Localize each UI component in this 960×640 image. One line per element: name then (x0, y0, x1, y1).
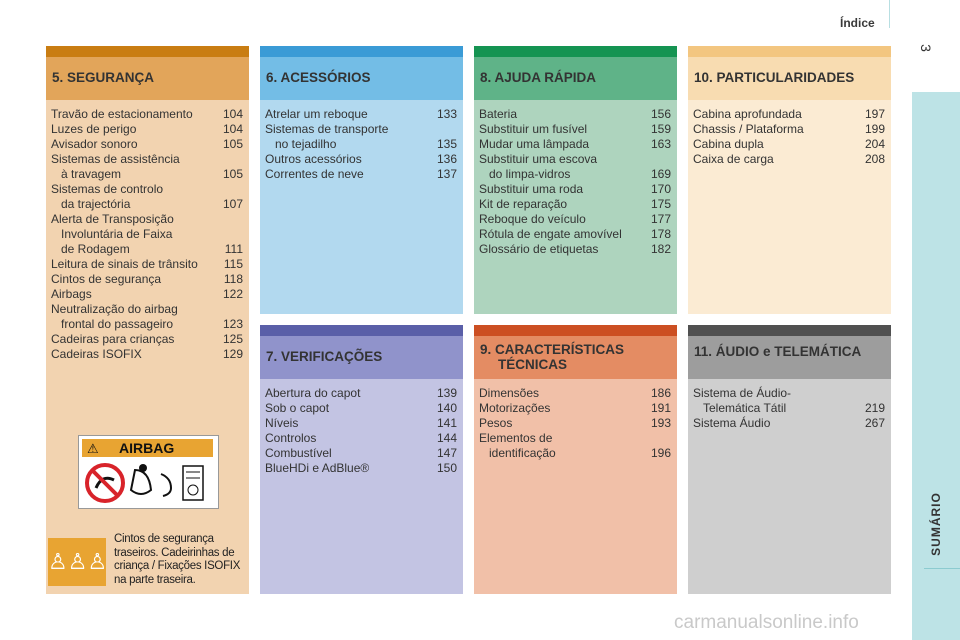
index-entry-label: Travão de estacionamento (51, 107, 193, 121)
index-entry-label: da trajectória (61, 197, 131, 211)
index-entry[interactable] (479, 431, 671, 446)
airbag-warning-label (78, 435, 219, 509)
index-entry-label: Cabina aprofundada (693, 107, 802, 121)
section-seguranca (46, 46, 249, 594)
index-entry-label: Mudar uma lâmpada (479, 137, 590, 151)
section-caracteristicas (474, 325, 677, 594)
index-entry[interactable] (693, 401, 885, 416)
seatbelt-note: Cintos de segurança traseiros. Cadeirinhas de criança / Fixações ISOFIX na parte traseira. (114, 533, 241, 586)
index-entry-label: Substituir uma escova (479, 152, 598, 166)
index-entry-page: 137 (436, 167, 457, 181)
section-acessorios-header (260, 57, 463, 100)
index-entry[interactable] (693, 152, 885, 167)
index-entry-label: Sistemas de controlo (51, 182, 164, 196)
section-seguranca-items (51, 107, 243, 362)
index-entry-label: Chassis / Plataforma (693, 122, 804, 136)
index-entry[interactable] (51, 167, 243, 182)
section-caracteristicas-title-line2: TÉCNICAS (498, 357, 568, 372)
index-entry[interactable] (51, 242, 243, 257)
index-entry-page: 177 (650, 212, 671, 226)
section-caracteristicas-bar (474, 325, 677, 336)
side-tab-label: SUMÁRIO (929, 492, 943, 556)
index-entry-page: 159 (650, 122, 671, 136)
index-entry-label: Glossário de etiquetas (479, 242, 599, 256)
index-entry-page: 219 (864, 401, 885, 415)
index-entry[interactable] (265, 431, 457, 446)
index-entry-label: Leitura de sinais de trânsito (51, 257, 198, 271)
section-audio-header (688, 336, 891, 379)
index-entry-page: 191 (650, 401, 671, 415)
index-entry[interactable] (265, 401, 457, 416)
index-entry[interactable] (265, 122, 457, 137)
index-entry[interactable] (51, 317, 243, 332)
index-entry-label: Motorizações (479, 401, 551, 415)
section-seguranca-title[interactable]: 5. SEGURANÇA (52, 70, 155, 85)
section-audio-title[interactable]: 11. ÁUDIO e TELEMÁTICA (694, 344, 862, 359)
index-entry[interactable] (51, 122, 243, 137)
index-entry[interactable] (479, 446, 671, 461)
index-entry[interactable] (693, 137, 885, 152)
index-entry[interactable] (693, 416, 885, 431)
index-entry-page: 123 (222, 317, 243, 331)
index-entry[interactable] (479, 122, 671, 137)
index-entry-page: 107 (222, 197, 243, 211)
index-entry-label: Kit de reparação (479, 197, 568, 211)
section-ajuda-title[interactable]: 8. AJUDA RÁPIDA (480, 70, 597, 85)
section-seguranca-header (46, 57, 249, 100)
index-entry-label: identificação (489, 446, 556, 460)
section-caracteristicas-body (474, 379, 677, 594)
index-entry-label: Substituir uma roda (479, 182, 584, 196)
index-entry-page: 115 (223, 257, 243, 271)
rear-seats-icon: ♙♙♙ (48, 538, 106, 586)
index-entry-label: no tejadilho (275, 137, 337, 151)
index-entry-page: 182 (650, 242, 671, 256)
index-entry-label: frontal do passageiro (61, 317, 174, 331)
index-entry[interactable] (479, 386, 671, 401)
index-entry-label: Correntes de neve (265, 167, 364, 181)
index-entry-page: 204 (864, 137, 885, 151)
section-verificacoes-items (265, 386, 457, 476)
index-entry-label: Telemática Tátil (703, 401, 787, 415)
index-entry-label: Elementos de (479, 431, 553, 445)
section-acessorios-bar (260, 46, 463, 57)
index-entry-label: Sistema de Áudio- (693, 386, 792, 400)
index-entry[interactable] (51, 272, 243, 287)
header-title: Índice (840, 16, 875, 30)
section-acessorios (260, 46, 463, 314)
index-entry[interactable] (479, 242, 671, 257)
index-entry-page: 105 (222, 167, 243, 181)
index-entry[interactable] (479, 167, 671, 182)
index-entry-page: 125 (222, 332, 243, 346)
index-entry-label: Sob o capot (265, 401, 330, 415)
section-acessorios-title[interactable]: 6. ACESSÓRIOS (266, 70, 371, 85)
index-entry[interactable] (265, 386, 457, 401)
index-entry-label: Controlos (265, 431, 317, 445)
section-ajuda-header (474, 57, 677, 100)
section-audio-items (693, 386, 885, 431)
index-entry[interactable] (51, 332, 243, 347)
section-ajuda-body (474, 100, 677, 314)
index-entry-label: Neutralização do airbag (51, 302, 178, 316)
index-entry-page: 196 (650, 446, 671, 460)
index-entry-page: 178 (650, 227, 671, 241)
index-entry[interactable] (51, 197, 243, 212)
index-entry-label: Rótula de engate amovível (479, 227, 622, 241)
index-entry-label: Abertura do capot (265, 386, 361, 400)
index-entry-label: Combustível (265, 446, 332, 460)
index-entry[interactable] (479, 182, 671, 197)
index-entry-label: Airbags (51, 287, 92, 301)
index-entry[interactable] (479, 197, 671, 212)
index-entry[interactable] (51, 287, 243, 302)
index-entry[interactable] (51, 107, 243, 122)
index-entry-label: BlueHDi e AdBlue® (265, 461, 370, 475)
index-entry-page: 170 (650, 182, 671, 196)
index-entry-page: 186 (650, 386, 671, 400)
index-entry[interactable] (51, 257, 243, 272)
index-entry-page: 147 (436, 446, 457, 460)
index-entry-label: Atrelar um reboque (265, 107, 368, 121)
index-entry-label: Alerta de Transposição (51, 212, 174, 226)
section-acessorios-body (260, 100, 463, 314)
index-entry-label: do limpa-vidros (489, 167, 571, 181)
index-entry[interactable] (693, 122, 885, 137)
index-entry-page: 122 (222, 287, 243, 301)
index-entry-label: Substituir um fusível (479, 122, 588, 136)
index-entry-page: 156 (650, 107, 671, 121)
index-entry[interactable] (479, 137, 671, 152)
index-entry-page: 199 (864, 122, 885, 136)
index-entry[interactable] (479, 152, 671, 167)
index-entry-page: 197 (864, 107, 885, 121)
index-entry-label: à travagem (61, 167, 122, 181)
index-entry-page: 104 (222, 122, 243, 136)
index-entry[interactable] (265, 416, 457, 431)
index-entry[interactable] (51, 212, 243, 227)
index-entry[interactable] (693, 386, 885, 401)
index-entry-page: 133 (436, 107, 457, 121)
index-entry[interactable] (265, 167, 457, 182)
index-entry-page: 150 (436, 461, 457, 475)
index-entry-label: Caixa de carga (693, 152, 774, 166)
section-ajuda-bar (474, 46, 677, 57)
index-entry-label: Níveis (265, 416, 299, 430)
index-entry-page: 136 (436, 152, 457, 166)
index-entry[interactable] (51, 152, 243, 167)
section-ajuda-items (479, 107, 671, 257)
index-entry-page: 144 (436, 431, 457, 445)
index-entry[interactable] (265, 152, 457, 167)
section-particularidades (688, 46, 891, 314)
section-verificacoes (260, 325, 463, 594)
index-entry-label: Dimensões (479, 386, 540, 400)
watermark: carmanualsonline.info (674, 612, 859, 633)
section-particularidades-header (688, 57, 891, 100)
airbag-warning-word: AIRBAG (119, 440, 175, 456)
section-caracteristicas-header (474, 336, 677, 379)
index-entry[interactable] (693, 107, 885, 122)
index-entry-page: 208 (864, 152, 885, 166)
index-entry[interactable] (51, 227, 243, 242)
index-entry[interactable] (265, 446, 457, 461)
section-audio-body (688, 379, 891, 594)
index-entry-label: Sistemas de transporte (265, 122, 389, 136)
index-entry-label: Sistema Áudio (693, 416, 771, 430)
index-entry-page: 163 (650, 137, 671, 151)
header-divider (889, 0, 890, 28)
index-entry-page: 175 (650, 197, 671, 211)
index-entry-label: Cabina dupla (693, 137, 764, 151)
index-entry-page: 111 (224, 242, 243, 256)
index-entry-page: 104 (222, 107, 243, 121)
section-ajuda-rapida (474, 46, 677, 314)
index-entry[interactable] (265, 107, 457, 122)
index-entry-page: 141 (436, 416, 457, 430)
index-entry[interactable] (479, 107, 671, 122)
index-entry[interactable] (51, 347, 243, 362)
index-entry-page: 193 (650, 416, 671, 430)
index-entry-label: Cintos de segurança (51, 272, 162, 286)
index-entry-page: 105 (222, 137, 243, 151)
index-entry-label: Pesos (479, 416, 513, 430)
section-particularidades-bar (688, 46, 891, 57)
side-tab-rule (924, 568, 960, 569)
page-number: 3 (917, 44, 934, 52)
index-entry[interactable] (479, 227, 671, 242)
index-entry[interactable] (479, 401, 671, 416)
section-caracteristicas-items (479, 386, 671, 461)
index-entry-label: Luzes de perigo (51, 122, 137, 136)
index-entry[interactable] (51, 302, 243, 317)
section-acessorios-items (265, 107, 457, 182)
index-entry-label: Avisador sonoro (51, 137, 138, 151)
section-audio (688, 325, 891, 594)
index-entry-page: 267 (864, 416, 885, 430)
index-entry-label: Bateria (479, 107, 518, 121)
side-tab-label-wrap (913, 492, 953, 556)
index-entry-label: Involuntária de Faixa (61, 227, 173, 241)
index-entry[interactable] (479, 212, 671, 227)
index-entry-page: 140 (436, 401, 457, 415)
section-verificacoes-bar (260, 325, 463, 336)
index-entry[interactable] (51, 137, 243, 152)
index-entry-page: 139 (436, 386, 457, 400)
section-caracteristicas-title-line1: 9. CARACTERÍSTICAS (480, 342, 625, 357)
index-entry-label: de Rodagem (61, 242, 130, 256)
section-caracteristicas-title[interactable] (480, 342, 624, 372)
section-audio-bar (688, 325, 891, 336)
section-seguranca-body (46, 100, 249, 594)
index-entry[interactable] (479, 416, 671, 431)
section-verificacoes-body (260, 379, 463, 594)
warning-triangle-icon: ⚠ (87, 441, 99, 456)
index-entry-page: 169 (650, 167, 671, 181)
section-particularidades-body (688, 100, 891, 314)
child-seat-prohibited-icon (83, 460, 213, 506)
index-entry[interactable] (51, 182, 243, 197)
index-entry-label: Sistemas de assistência (51, 152, 180, 166)
index-entry-page: 135 (436, 137, 457, 151)
section-verificacoes-header (260, 336, 463, 379)
section-verificacoes-title[interactable]: 7. VERIFICAÇÕES (266, 349, 383, 364)
index-entry-page: 118 (223, 272, 243, 286)
index-entry-label: Cadeiras para crianças (51, 332, 175, 346)
index-entry-page: 129 (222, 347, 243, 361)
index-entry-label: Cadeiras ISOFIX (51, 347, 142, 361)
section-particularidades-items (693, 107, 885, 167)
section-seguranca-bar (46, 46, 249, 57)
index-entry-label: Reboque do veículo (479, 212, 586, 226)
index-entry[interactable] (265, 461, 457, 476)
index-entry-label: Outros acessórios (265, 152, 362, 166)
index-entry[interactable] (265, 137, 457, 152)
section-particularidades-title[interactable]: 10. PARTICULARIDADES (694, 70, 855, 85)
